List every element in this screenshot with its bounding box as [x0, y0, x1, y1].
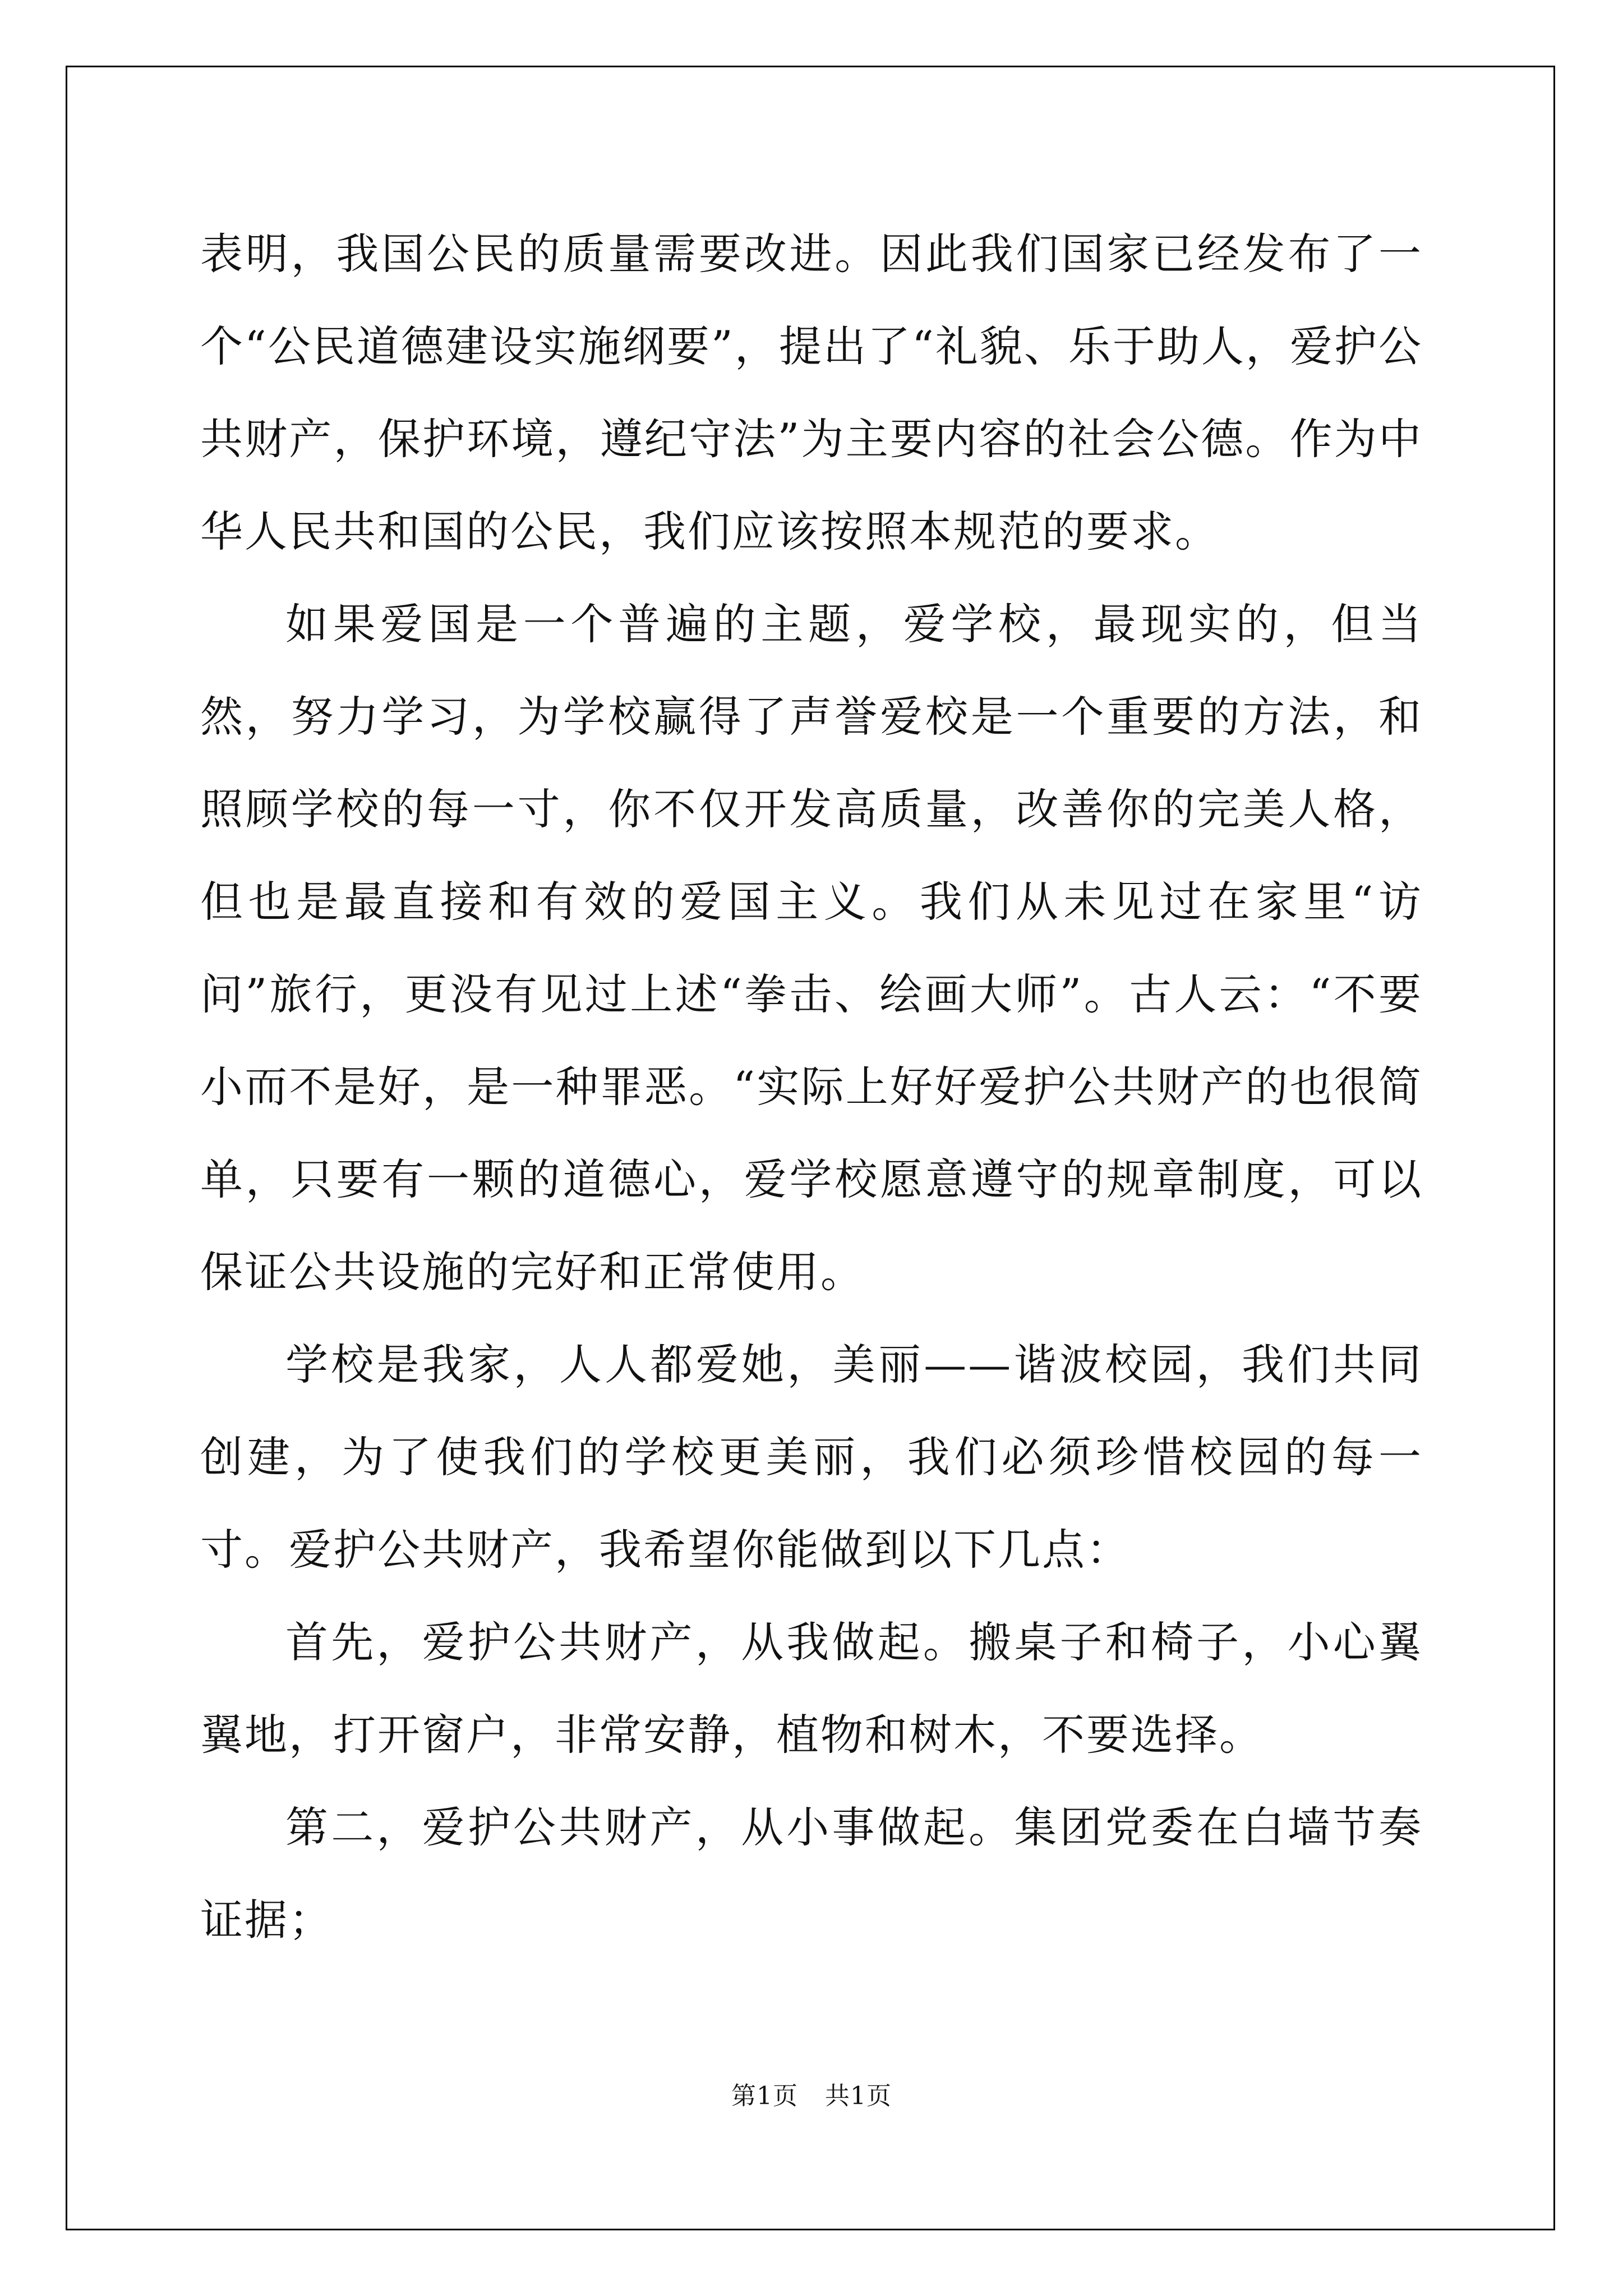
paragraph-4: 首先，爱护公共财产，从我做起。搬桌子和椅子，小心翼翼地，打开窗户，非常安静，植物和树木，不要选择。	[200, 1617, 1423, 1760]
paragraph-5: 第二，爱护公共财产，从小事做起。集团党委在白墙节奏证据；	[200, 1802, 1423, 1945]
document-body	[200, 208, 1423, 1966]
paragraph-3: 学校是我家，人人都爱她，美丽——谐波校园，我们共同创建，为了使我们的学校更美丽，我们必须珍惜校园的每一寸。爱护公共财产，我希望你能做到以下几点：	[200, 1340, 1423, 1575]
paragraph-1: 表明，我国公民的质量需要改进。因此我们国家已经发布了一个“公民道德建设实施纲要”，提出了“礼貌、乐于助人，爱护公共财产，保护环境，遵纪守法”为主要内容的社会公德。作为中华人民共和国的公民，我们应该按照本规范的要求。	[200, 229, 1423, 556]
paragraph-2: 如果爱国是一个普遍的主题，爱学校，最现实的，但当然，努力学习，为学校赢得了声誉爱校是一个重要的方法，和照顾学校的每一寸，你不仅开发高质量，改善你的完美人格，但也是最直接和有效的爱国主义。我们从未见过在家里“访问”旅行，更没有见过上述“拳击、绘画大师”。古人云：“不要小而不是好，是一种罪恶。“实际上好好爱护公共财产的也很简单，只要有一颗的道德心，爱学校愿意遵守的规章制度，可以保证公共设施的完好和正常使用。	[200, 599, 1423, 1297]
page-footer	[0, 2076, 1623, 2111]
page-total-label: 共1页	[825, 2082, 892, 2110]
page-number-label: 第1页	[731, 2082, 798, 2110]
